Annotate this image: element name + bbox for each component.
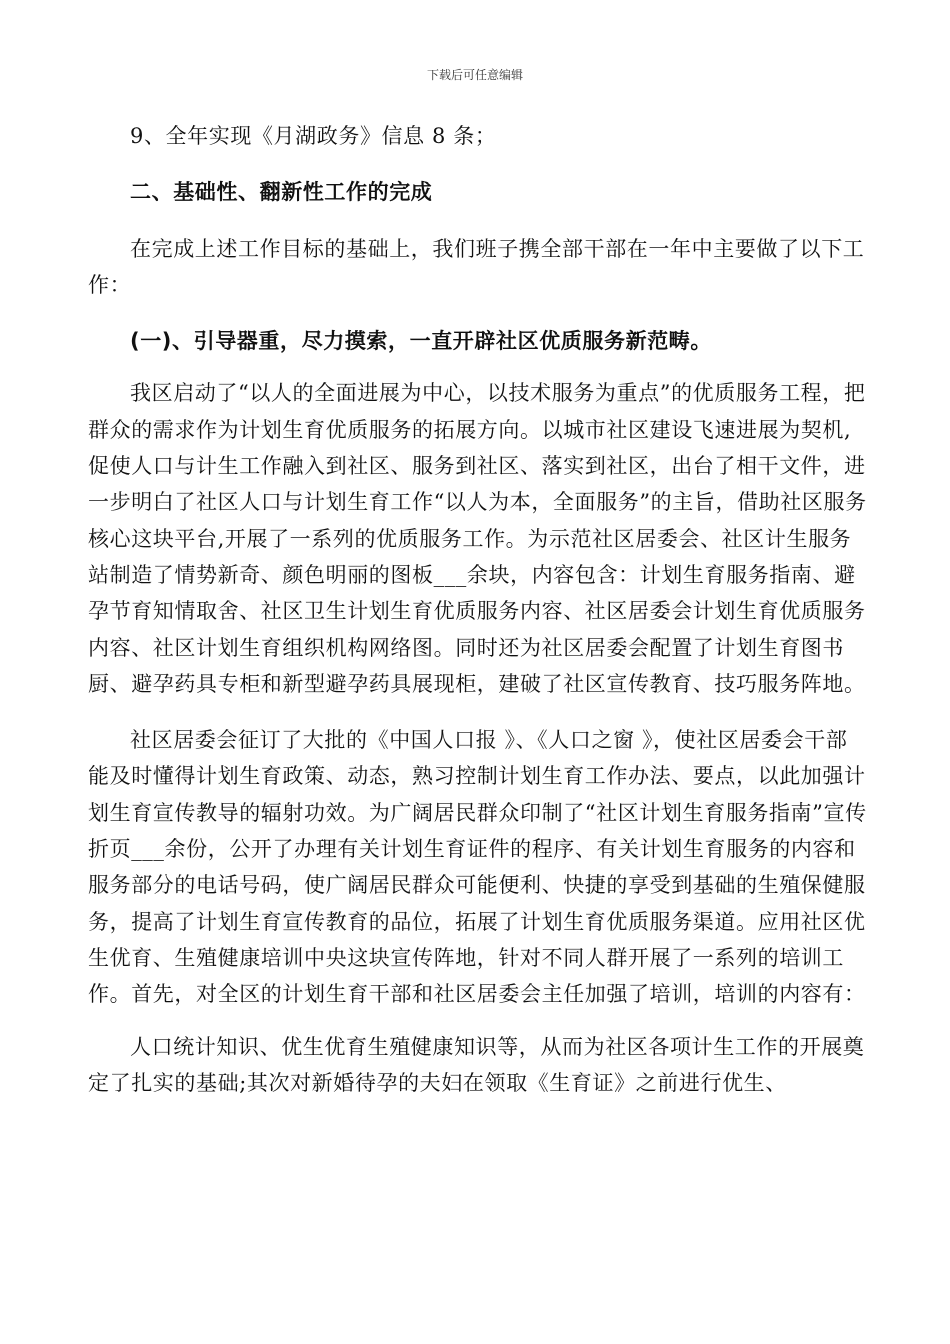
paragraph-training-content: 人口统计知识、优生优育生殖健康知识等，从而为社区各项计生工作的开展奠定了扎实的基础;其次对新婚待孕的夫妇在领取《生育证》之前进行优生、 <box>88 1034 865 1095</box>
paragraph-community-newspapers: 社区居委会征订了大批的《中国人口报 》、《人口之窗 》，使社区居委会干部能及时懂得计划生育政策、动态，熟习控制计划生育工作办法、要点，以此加强计划生育宣传教导的辐射功效。为广阔居民群众印制了“社区计划生育服务指南”宣传折页___余份，公开了办理有关计划生育证件的程序、有关计划生育服务的内容和服务部分的电话号码，使广阔居民群众可能便利、快捷的享受到基础的生殖保健服务，提高了计划生育宣传教育的品位，拓展了计划生育优质服务渠道。应用社区优生优育、生殖健康培训中央这块宣传阵地，针对不同人群开展了一系列的培训工作。首先，对全区的计划生育干部和社区居委会主任加强了培训，培训的内容有： <box>88 728 867 1007</box>
paragraph-item-9: 9、全年实现《月湖政务》信息 8 条； <box>130 124 497 148</box>
subsection-heading-1: (一)、引导器重，尽力摸索，一直开辟社区优质服务新范畴。 <box>130 329 712 354</box>
section-heading-2: 二、基础性、翻新性工作的完成 <box>130 180 433 205</box>
paragraph-service-project: 我区启动了“以人的全面进展为中心，以技术服务为重点”的优质服务工程，把群众的需求作为计划生育优质服务的拓展方向。以城市社区建设飞速进展为契机,促使人口与计生工作融入到社区、服务到社区、落实到社区，出台了相干文件，进一步明白了社区人口与计划生育工作“以人为本，全面服务”的主旨，借助社区服务核心这块平台,开展了一系列的优质服务工作。为示范社区居委会、社区计生服务站制造了情势新奇、颜色明丽的图板___余块，内容包含：计划生育服务指南、避孕节育知情取舍、社区卫生计划生育优质服务内容、社区居委会计划生育优质服务内容、社区计划生育组织机构网络图。同时还为社区居委会配置了计划生育图书厨、避孕药具专柜和新型避孕药具展现柜，建破了社区宣传教育、技巧服务阵地。 <box>88 381 867 696</box>
paragraph-intro: 在完成上述工作目标的基础上，我们班子携全部干部在一年中主要做了以下工作： <box>88 236 865 297</box>
page-header: 下载后可任意编辑 <box>426 68 523 82</box>
document-body <box>88 118 868 1101</box>
